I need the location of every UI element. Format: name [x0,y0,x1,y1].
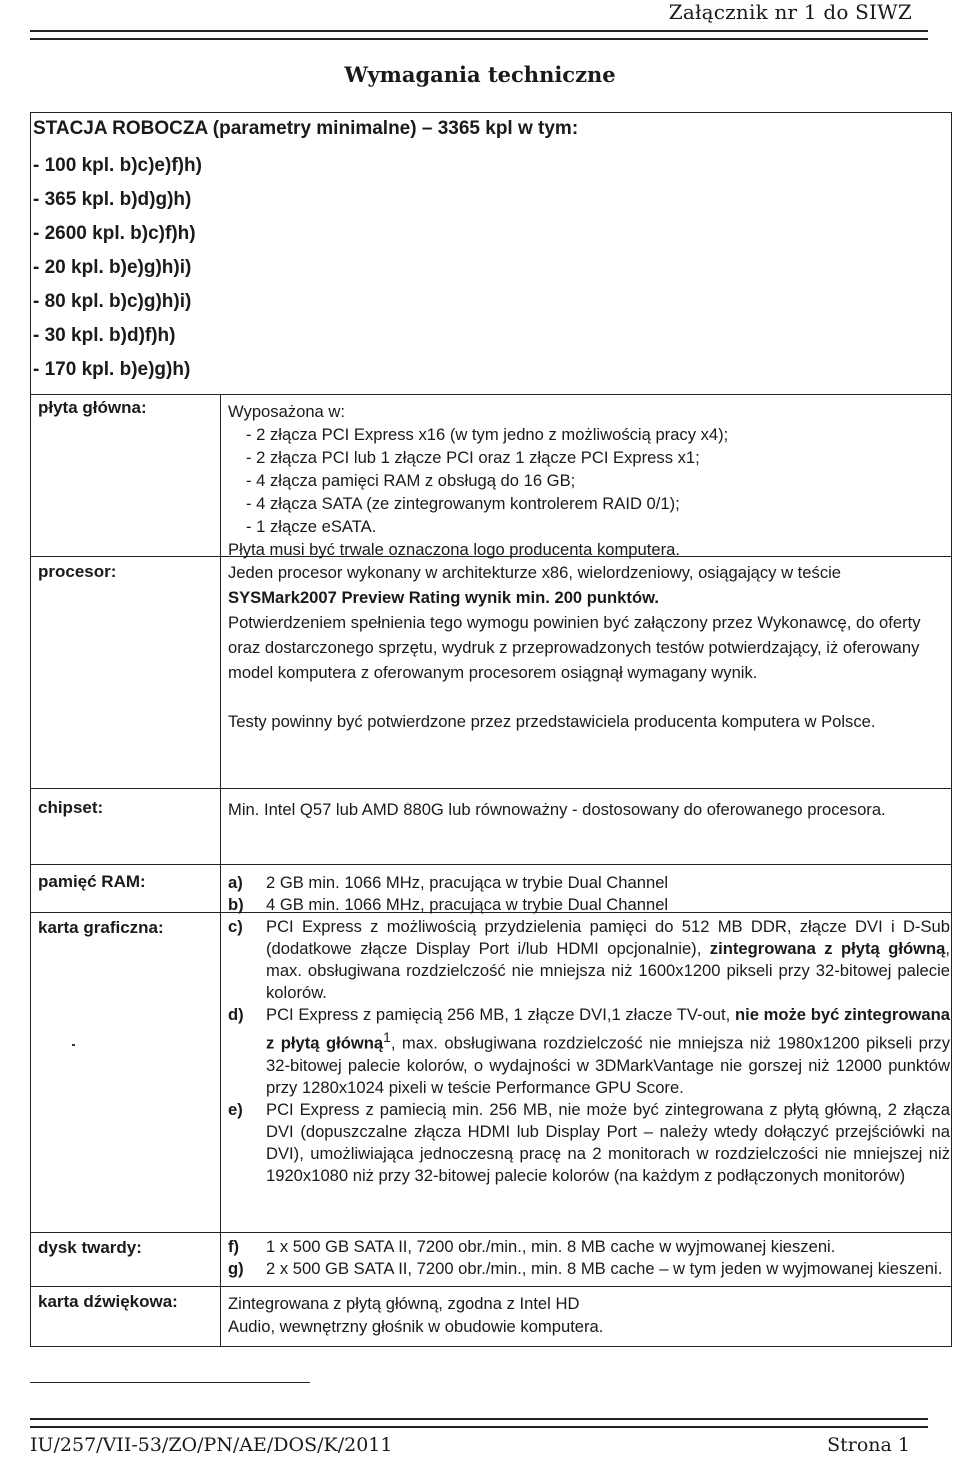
spec-table [30,112,954,1347]
label-chipset: chipset: [38,798,104,817]
quantity-item: - 80 kpl. b)c)g)h)i) [33,291,192,312]
chipset-text: Min. Intel Q57 lub AMD 880G lub równoważny - dostosowany do oferowanego procesora. [228,800,886,819]
page-title: Wymagania techniczne [344,62,616,87]
motherboard-item: - 1 złącze eSATA. [228,515,950,538]
quantity-item: - 100 kpl. b)c)e)f)h) [33,155,202,176]
option-text: 2 GB min. 1066 MHz, pracująca w trybie Dual Channel [266,873,669,892]
row-divider [30,788,952,789]
hdd-option-g [228,1258,950,1280]
footnote-ref: 1 [383,1029,391,1045]
motherboard-item: - 4 złącza SATA (ze zintegrowanym kontrolerem RAID 0/1); [228,492,950,515]
label-ram: pamięć RAM: [38,872,146,891]
cell-processor [228,560,950,734]
document-reference: IU/257/VII-53/ZO/PN/AE/DOS/K/2011 [30,1434,393,1456]
gpu-option-c [228,916,950,1004]
quantity-item: - 2600 kpl. b)c)f)h) [33,223,196,244]
table-border-top [30,112,952,113]
footnote-separator [30,1382,310,1383]
row-divider [30,394,952,395]
cell-chipset [228,798,950,821]
option-text: PCI Express z możliwością przydzielenia pamięci do 512 MB DDR, złącze DVI i D-Sub (dodatkowe złącze Display Port i/lub HDMI opcjonalnie), [266,917,950,958]
option-letter: f) [228,1237,240,1256]
processor-benchmark [228,585,950,610]
option-text: , max. obsługiwana rozdzielczość nie mniejsza niż 1600x1200 pikseli przy 32-bitowej palecie kolorów. [266,939,950,1002]
option-text: PCI Express z pamięcią 256 MB, 1 złącze DVI,1 złacze TV-out, [266,1005,731,1024]
motherboard-item: - 2 złącza PCI lub 1 złącze PCI oraz 1 złącze PCI Express x1; [228,446,950,469]
option-letter: d) [228,1005,244,1024]
option-letter: b) [228,895,244,914]
cell-hdd [228,1236,950,1280]
row-divider [30,1286,952,1287]
option-bold: zintegrowana z płytą główną [709,939,946,958]
footer-rule [30,1418,928,1428]
ram-option-b [228,894,950,916]
cell-motherboard [228,400,950,561]
processor-line1: Jeden procesor wykonany w architekturze x86, wielordzeniowy, osiągający w teście [228,563,842,582]
quantity-item: - 170 kpl. b)e)g)h) [33,359,191,380]
header-rule [30,30,928,40]
label-sound: karta dźwiękowa: [38,1292,178,1311]
label-motherboard: płyta główna: [38,398,147,417]
option-text: 2 x 500 GB SATA II, 7200 obr./min., min. 8 MB cache – w tym jeden w wyjmowanej kieszeni. [266,1259,943,1278]
cell-sound [228,1292,628,1338]
table-border-right [951,112,952,1347]
label-hdd: dysk twardy: [38,1238,142,1257]
option-letter: e) [228,1099,243,1119]
gpu-option-e [228,1099,950,1187]
gpu-option-d [228,1004,950,1099]
quantity-item: - 30 kpl. b)d)f)h) [33,325,176,346]
attachment-label: Załącznik nr 1 do SIWZ [668,0,912,24]
page-number: Strona 1 [827,1434,910,1456]
table-border-bottom [30,1346,952,1347]
cell-gpu [228,916,950,1187]
quantity-item: - 20 kpl. b)e)g)h)i) [33,257,192,278]
hdd-option-f [228,1236,950,1258]
option-text: PCI Express z pamiecią min. 256 MB, nie może być zintegrowana z płytą główną, 2 złącza DVI (dopuszczalne złącza HDMI lub Display Port – należy wtedy dołączyć przejściówki na DVI), umożliwiająca jednoczesną pracę na 2 monitorach w rozdzielczości nie mniejszej niż 1920x1080 niż przy 32-bitowej palecie kolorów (na każdym z podłączonych monitorów) [266,1099,950,1185]
quantity-item: - 365 kpl. b)d)g)h) [33,189,192,210]
motherboard-intro: Wyposażona w: [228,402,345,421]
scan-speck [72,1044,75,1046]
processor-benchmark-text: SYSMark2007 Preview Rating wynik min. 200 punktów. [228,588,659,607]
option-letter: g) [228,1259,244,1278]
sound-text: Zintegrowana z płytą główną, zgodna z Intel HD Audio, wewnętrzny głośnik w obudowie komputera. [228,1294,604,1336]
workstation-title: STACJA ROBOCZA (parametry minimalne) – 3365 kpl w tym: [33,118,579,139]
processor-tests: Testy powinny być potwierdzone przez przedstawiciela producenta komputera w Polsce. [228,712,876,731]
label-gpu: karta graficzna: [38,918,164,937]
motherboard-note: Płyta musi być trwale oznaczona logo producenta komputera. [228,540,680,559]
table-border-left [30,112,31,1347]
motherboard-item: - 2 złącza PCI Express x16 (w tym jedno z możliwością pracy x4); [228,423,950,446]
table-column-divider [220,394,221,1347]
motherboard-item: - 4 złącza pamięci RAM z obsługą do 16 GB; [228,469,950,492]
row-divider [30,1232,952,1233]
option-text: 4 GB min. 1066 MHz, pracująca w trybie Dual Channel [266,895,669,914]
option-text: 1 x 500 GB SATA II, 7200 obr./min., min. 8 MB cache w wyjmowanej kieszeni. [266,1237,836,1256]
row-divider [30,864,952,865]
ram-option-a [228,872,950,894]
option-letter: c) [228,917,243,936]
cell-ram [228,872,950,916]
processor-proof: Potwierdzeniem spełnienia tego wymogu powinien być załączony przez Wykonawcę, do oferty oraz dostarczonego sprzętu, wydruk z przeprowadzonych testów potwierdzający, iż oferowany model komputera z oferowanym procesorem osiągnął wymagany wynik. [228,613,921,682]
option-text: , max. obsługiwana rozdzielczość nie mniejsza niż 1980x1200 pikseli przy 32-bitowej palecie kolorów, o wydajności w 3DMarkVantage nie gorszej niż 12000 punktów przy 1280x1024 pixeli w teście Performance GPU Score. [266,1033,950,1097]
label-processor: procesor: [38,562,117,581]
option-bold: nie może być zintegrowana z płytą główną [266,1005,950,1053]
option-letter: a) [228,873,243,892]
